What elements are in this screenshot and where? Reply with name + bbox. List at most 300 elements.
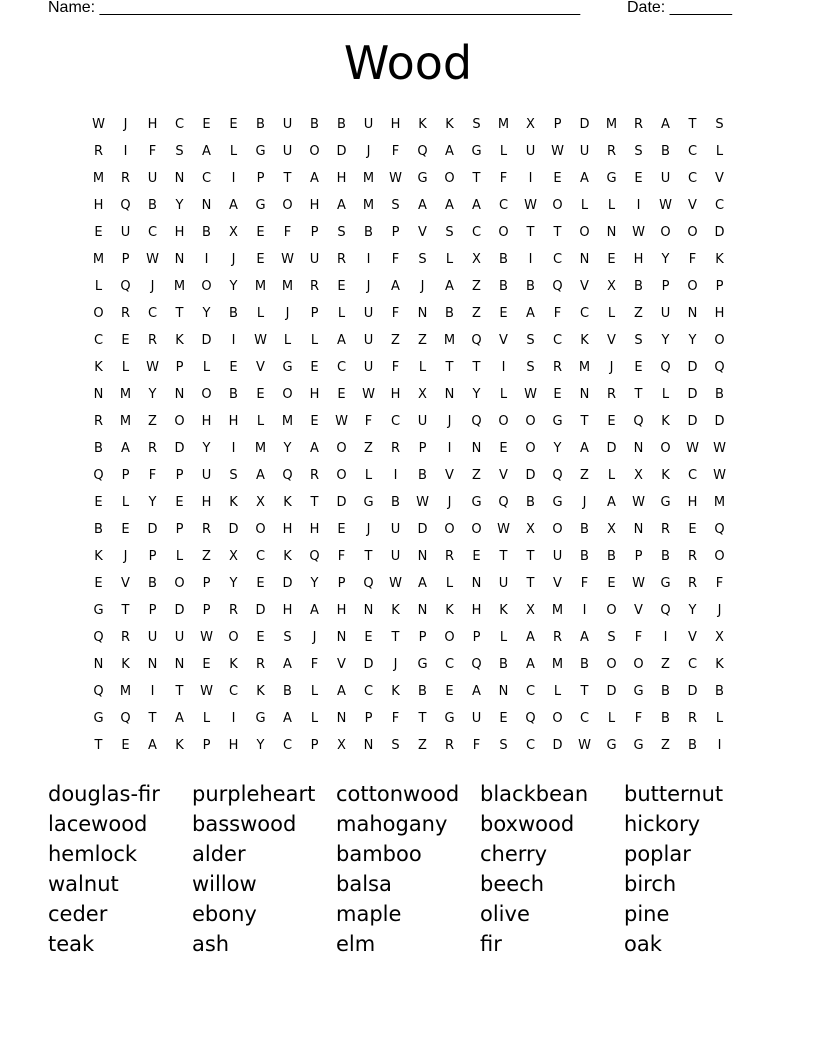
- grid-letter[interactable]: V: [418, 225, 427, 240]
- grid-letter[interactable]: U: [660, 171, 671, 186]
- grid-letter[interactable]: K: [94, 360, 103, 375]
- grid-letter[interactable]: O: [255, 522, 266, 537]
- grid-letter[interactable]: P: [256, 171, 265, 186]
- grid-letter[interactable]: A: [526, 657, 535, 672]
- grid-letter[interactable]: S: [175, 144, 184, 159]
- grid-letter[interactable]: I: [528, 252, 533, 267]
- grid-letter[interactable]: Y: [229, 279, 238, 294]
- grid-letter[interactable]: N: [417, 603, 428, 618]
- grid-letter[interactable]: J: [717, 603, 722, 618]
- grid-letter[interactable]: O: [660, 441, 671, 456]
- grid-letter[interactable]: Z: [472, 306, 481, 321]
- grid-letter[interactable]: G: [471, 495, 482, 510]
- grid-letter[interactable]: T: [580, 684, 589, 699]
- grid-letter[interactable]: J: [582, 495, 587, 510]
- grid-letter[interactable]: F: [634, 711, 643, 726]
- grid-letter[interactable]: A: [445, 198, 454, 213]
- grid-letter[interactable]: G: [633, 738, 644, 753]
- grid-letter[interactable]: F: [715, 576, 724, 591]
- grid-letter[interactable]: E: [229, 360, 238, 375]
- grid-letter[interactable]: E: [607, 252, 616, 267]
- grid-letter[interactable]: D: [552, 738, 563, 753]
- grid-letter[interactable]: B: [715, 684, 724, 699]
- grid-letter[interactable]: Y: [148, 387, 157, 402]
- grid-letter[interactable]: C: [687, 657, 698, 672]
- grid-letter[interactable]: C: [93, 333, 104, 348]
- grid-letter[interactable]: T: [283, 171, 292, 186]
- grid-letter[interactable]: A: [526, 630, 535, 645]
- grid-letter[interactable]: W: [551, 144, 564, 159]
- grid-letter[interactable]: M: [119, 414, 132, 429]
- grid-letter[interactable]: D: [147, 522, 158, 537]
- grid-letter[interactable]: E: [607, 576, 616, 591]
- grid-letter[interactable]: R: [309, 279, 320, 294]
- grid-letter[interactable]: K: [283, 549, 292, 564]
- grid-letter[interactable]: B: [229, 387, 238, 402]
- grid-letter[interactable]: D: [336, 495, 347, 510]
- grid-letter[interactable]: G: [660, 495, 671, 510]
- grid-letter[interactable]: R: [120, 630, 131, 645]
- grid-letter[interactable]: A: [337, 198, 346, 213]
- grid-letter[interactable]: M: [119, 387, 132, 402]
- grid-letter[interactable]: L: [607, 468, 616, 483]
- grid-letter[interactable]: G: [93, 603, 104, 618]
- grid-letter[interactable]: U: [390, 522, 401, 537]
- grid-letter[interactable]: V: [445, 468, 454, 483]
- grid-letter[interactable]: F: [283, 225, 292, 240]
- grid-letter[interactable]: M: [578, 360, 591, 375]
- grid-letter[interactable]: F: [499, 171, 508, 186]
- grid-letter[interactable]: M: [497, 117, 510, 132]
- grid-letter[interactable]: F: [472, 738, 481, 753]
- grid-letter[interactable]: H: [390, 117, 401, 132]
- grid-letter[interactable]: W: [524, 387, 537, 402]
- grid-letter[interactable]: N: [201, 198, 212, 213]
- grid-letter[interactable]: A: [526, 306, 535, 321]
- grid-letter[interactable]: C: [525, 684, 536, 699]
- grid-letter[interactable]: R: [147, 441, 158, 456]
- grid-letter[interactable]: E: [445, 684, 454, 699]
- grid-letter[interactable]: R: [147, 333, 158, 348]
- grid-letter[interactable]: X: [526, 522, 535, 537]
- grid-letter[interactable]: X: [337, 738, 346, 753]
- grid-letter[interactable]: O: [444, 630, 455, 645]
- grid-letter[interactable]: O: [714, 333, 725, 348]
- grid-letter[interactable]: L: [607, 711, 616, 726]
- grid-letter[interactable]: B: [580, 657, 589, 672]
- grid-letter[interactable]: Q: [363, 576, 374, 591]
- grid-letter[interactable]: L: [310, 333, 319, 348]
- grid-letter[interactable]: Y: [688, 333, 697, 348]
- grid-letter[interactable]: W: [92, 117, 105, 132]
- grid-letter[interactable]: B: [229, 306, 238, 321]
- grid-letter[interactable]: E: [688, 522, 697, 537]
- grid-letter[interactable]: H: [714, 306, 725, 321]
- grid-letter[interactable]: P: [310, 306, 319, 321]
- grid-letter[interactable]: N: [93, 387, 104, 402]
- grid-letter[interactable]: N: [93, 657, 104, 672]
- grid-letter[interactable]: B: [661, 549, 670, 564]
- grid-letter[interactable]: R: [687, 711, 698, 726]
- grid-letter[interactable]: W: [713, 441, 726, 456]
- grid-letter[interactable]: N: [336, 711, 347, 726]
- grid-letter[interactable]: W: [200, 630, 213, 645]
- grid-letter[interactable]: L: [607, 198, 616, 213]
- grid-letter[interactable]: L: [94, 279, 103, 294]
- grid-letter[interactable]: H: [201, 414, 212, 429]
- grid-letter[interactable]: E: [364, 630, 373, 645]
- grid-letter[interactable]: B: [499, 657, 508, 672]
- grid-letter[interactable]: B: [580, 522, 589, 537]
- grid-letter[interactable]: J: [393, 657, 398, 672]
- grid-letter[interactable]: O: [174, 576, 185, 591]
- grid-letter[interactable]: Z: [418, 738, 427, 753]
- grid-letter[interactable]: B: [445, 306, 454, 321]
- grid-letter[interactable]: P: [202, 738, 211, 753]
- grid-letter[interactable]: U: [147, 171, 158, 186]
- grid-letter[interactable]: B: [148, 576, 157, 591]
- grid-letter[interactable]: V: [499, 333, 508, 348]
- grid-letter[interactable]: Q: [552, 468, 563, 483]
- grid-letter[interactable]: D: [687, 387, 698, 402]
- grid-letter[interactable]: O: [93, 306, 104, 321]
- grid-letter[interactable]: X: [229, 549, 238, 564]
- grid-letter[interactable]: Z: [418, 333, 427, 348]
- grid-letter[interactable]: H: [228, 414, 239, 429]
- grid-letter[interactable]: X: [607, 279, 616, 294]
- grid-letter[interactable]: A: [607, 495, 616, 510]
- grid-letter[interactable]: N: [363, 738, 374, 753]
- grid-letter[interactable]: G: [255, 144, 266, 159]
- grid-letter[interactable]: O: [552, 198, 563, 213]
- grid-letter[interactable]: G: [552, 414, 563, 429]
- grid-letter[interactable]: M: [92, 252, 105, 267]
- grid-letter[interactable]: Y: [202, 306, 211, 321]
- grid-letter[interactable]: O: [498, 414, 509, 429]
- grid-letter[interactable]: H: [147, 117, 158, 132]
- grid-letter[interactable]: E: [607, 414, 616, 429]
- grid-letter[interactable]: Q: [120, 279, 131, 294]
- grid-letter[interactable]: Q: [120, 198, 131, 213]
- grid-letter[interactable]: I: [231, 711, 236, 726]
- grid-letter[interactable]: L: [202, 711, 211, 726]
- grid-letter[interactable]: W: [632, 225, 645, 240]
- grid-letter[interactable]: D: [201, 333, 212, 348]
- grid-letter[interactable]: N: [336, 630, 347, 645]
- grid-letter[interactable]: Q: [93, 630, 104, 645]
- grid-letter[interactable]: H: [309, 522, 320, 537]
- grid-letter[interactable]: O: [525, 414, 536, 429]
- grid-letter[interactable]: E: [256, 630, 265, 645]
- grid-letter[interactable]: T: [499, 549, 508, 564]
- grid-letter[interactable]: W: [497, 522, 510, 537]
- grid-letter[interactable]: H: [471, 603, 482, 618]
- grid-letter[interactable]: Q: [471, 333, 482, 348]
- grid-letter[interactable]: O: [687, 279, 698, 294]
- grid-letter[interactable]: D: [714, 414, 725, 429]
- grid-letter[interactable]: J: [366, 279, 371, 294]
- grid-letter[interactable]: A: [337, 684, 346, 699]
- date-field-label[interactable]: Date: _______: [627, 0, 732, 16]
- grid-letter[interactable]: X: [607, 522, 616, 537]
- grid-letter[interactable]: K: [391, 684, 400, 699]
- grid-letter[interactable]: T: [580, 414, 589, 429]
- grid-letter[interactable]: H: [687, 495, 698, 510]
- grid-letter[interactable]: U: [282, 144, 293, 159]
- grid-letter[interactable]: B: [526, 495, 535, 510]
- grid-letter[interactable]: K: [229, 495, 238, 510]
- grid-letter[interactable]: F: [391, 144, 400, 159]
- grid-letter[interactable]: Y: [148, 495, 157, 510]
- grid-letter[interactable]: D: [228, 522, 239, 537]
- grid-letter[interactable]: W: [632, 495, 645, 510]
- grid-letter[interactable]: G: [471, 144, 482, 159]
- grid-letter[interactable]: U: [471, 711, 482, 726]
- grid-letter[interactable]: K: [499, 603, 508, 618]
- grid-letter[interactable]: A: [283, 711, 292, 726]
- grid-letter[interactable]: S: [391, 738, 400, 753]
- grid-letter[interactable]: L: [499, 144, 508, 159]
- grid-letter[interactable]: V: [580, 279, 589, 294]
- grid-letter[interactable]: B: [526, 279, 535, 294]
- grid-letter[interactable]: E: [499, 711, 508, 726]
- grid-letter[interactable]: U: [363, 117, 374, 132]
- grid-letter[interactable]: E: [634, 171, 643, 186]
- grid-letter[interactable]: M: [281, 414, 294, 429]
- grid-letter[interactable]: O: [282, 198, 293, 213]
- grid-letter[interactable]: B: [634, 279, 643, 294]
- grid-letter[interactable]: T: [148, 711, 157, 726]
- grid-letter[interactable]: L: [715, 144, 724, 159]
- grid-letter[interactable]: B: [580, 549, 589, 564]
- grid-letter[interactable]: L: [310, 684, 319, 699]
- grid-letter[interactable]: N: [579, 252, 590, 267]
- grid-letter[interactable]: B: [418, 468, 427, 483]
- grid-letter[interactable]: Z: [472, 468, 481, 483]
- grid-letter[interactable]: J: [447, 414, 452, 429]
- grid-letter[interactable]: C: [147, 225, 158, 240]
- grid-letter[interactable]: T: [553, 225, 562, 240]
- grid-letter[interactable]: Z: [148, 414, 157, 429]
- grid-letter[interactable]: F: [580, 576, 589, 591]
- grid-letter[interactable]: Y: [688, 603, 697, 618]
- grid-letter[interactable]: W: [632, 576, 645, 591]
- grid-letter[interactable]: L: [364, 468, 373, 483]
- grid-letter[interactable]: R: [660, 522, 671, 537]
- grid-letter[interactable]: B: [337, 117, 346, 132]
- grid-letter[interactable]: O: [471, 522, 482, 537]
- grid-letter[interactable]: N: [471, 441, 482, 456]
- grid-letter[interactable]: I: [582, 603, 587, 618]
- grid-letter[interactable]: R: [633, 117, 644, 132]
- grid-letter[interactable]: B: [94, 441, 103, 456]
- grid-letter[interactable]: N: [471, 576, 482, 591]
- grid-letter[interactable]: M: [362, 198, 375, 213]
- grid-letter[interactable]: P: [121, 468, 130, 483]
- grid-letter[interactable]: G: [93, 711, 104, 726]
- grid-letter[interactable]: I: [501, 360, 506, 375]
- grid-letter[interactable]: J: [366, 144, 371, 159]
- grid-letter[interactable]: R: [444, 738, 455, 753]
- grid-letter[interactable]: W: [578, 738, 591, 753]
- grid-letter[interactable]: W: [200, 684, 213, 699]
- grid-letter[interactable]: T: [121, 603, 130, 618]
- grid-letter[interactable]: L: [418, 360, 427, 375]
- grid-letter[interactable]: O: [228, 630, 239, 645]
- grid-letter[interactable]: I: [717, 738, 722, 753]
- grid-letter[interactable]: W: [389, 576, 402, 591]
- grid-letter[interactable]: I: [663, 630, 668, 645]
- grid-letter[interactable]: U: [498, 576, 509, 591]
- grid-letter[interactable]: A: [310, 603, 319, 618]
- grid-letter[interactable]: G: [282, 360, 293, 375]
- grid-letter[interactable]: B: [148, 198, 157, 213]
- grid-letter[interactable]: F: [391, 306, 400, 321]
- grid-letter[interactable]: Q: [714, 522, 725, 537]
- grid-letter[interactable]: M: [551, 657, 564, 672]
- grid-letter[interactable]: X: [715, 630, 724, 645]
- grid-letter[interactable]: B: [607, 549, 616, 564]
- grid-letter[interactable]: D: [525, 468, 536, 483]
- grid-letter[interactable]: B: [418, 684, 427, 699]
- grid-letter[interactable]: Q: [93, 684, 104, 699]
- grid-letter[interactable]: W: [524, 198, 537, 213]
- grid-letter[interactable]: C: [147, 306, 158, 321]
- grid-letter[interactable]: P: [553, 117, 562, 132]
- grid-letter[interactable]: O: [552, 522, 563, 537]
- grid-letter[interactable]: W: [281, 252, 294, 267]
- grid-letter[interactable]: N: [417, 306, 428, 321]
- grid-letter[interactable]: N: [417, 549, 428, 564]
- grid-letter[interactable]: Q: [525, 711, 536, 726]
- grid-letter[interactable]: I: [150, 684, 155, 699]
- grid-letter[interactable]: Y: [283, 441, 292, 456]
- grid-letter[interactable]: U: [390, 549, 401, 564]
- grid-letter[interactable]: C: [282, 738, 293, 753]
- grid-letter[interactable]: P: [202, 576, 211, 591]
- grid-letter[interactable]: B: [499, 279, 508, 294]
- grid-letter[interactable]: P: [175, 522, 184, 537]
- grid-letter[interactable]: K: [418, 117, 427, 132]
- grid-letter[interactable]: T: [94, 738, 103, 753]
- grid-letter[interactable]: M: [551, 603, 564, 618]
- grid-letter[interactable]: O: [444, 522, 455, 537]
- grid-letter[interactable]: C: [525, 738, 536, 753]
- grid-letter[interactable]: P: [310, 225, 319, 240]
- grid-letter[interactable]: M: [713, 495, 726, 510]
- grid-letter[interactable]: I: [528, 171, 533, 186]
- grid-letter[interactable]: H: [336, 603, 347, 618]
- grid-letter[interactable]: V: [688, 198, 697, 213]
- grid-letter[interactable]: A: [580, 441, 589, 456]
- grid-letter[interactable]: I: [231, 171, 236, 186]
- grid-letter[interactable]: S: [526, 360, 535, 375]
- grid-letter[interactable]: A: [310, 441, 319, 456]
- grid-letter[interactable]: F: [391, 252, 400, 267]
- grid-letter[interactable]: O: [525, 441, 536, 456]
- grid-letter[interactable]: T: [472, 360, 481, 375]
- grid-letter[interactable]: T: [526, 549, 535, 564]
- grid-letter[interactable]: Z: [634, 306, 643, 321]
- grid-letter[interactable]: C: [471, 225, 482, 240]
- grid-letter[interactable]: C: [687, 468, 698, 483]
- grid-letter[interactable]: T: [175, 306, 184, 321]
- grid-letter[interactable]: Y: [472, 387, 481, 402]
- grid-letter[interactable]: A: [337, 333, 346, 348]
- grid-letter[interactable]: E: [256, 225, 265, 240]
- grid-letter[interactable]: L: [445, 576, 454, 591]
- grid-letter[interactable]: V: [121, 576, 130, 591]
- grid-letter[interactable]: B: [310, 117, 319, 132]
- grid-letter[interactable]: O: [201, 279, 212, 294]
- grid-letter[interactable]: O: [579, 225, 590, 240]
- grid-letter[interactable]: J: [231, 252, 236, 267]
- grid-letter[interactable]: M: [281, 279, 294, 294]
- grid-letter[interactable]: P: [364, 711, 373, 726]
- grid-letter[interactable]: L: [661, 387, 670, 402]
- grid-letter[interactable]: S: [715, 117, 724, 132]
- grid-letter[interactable]: W: [146, 252, 159, 267]
- grid-letter[interactable]: E: [94, 576, 103, 591]
- grid-letter[interactable]: Y: [553, 441, 562, 456]
- grid-letter[interactable]: K: [445, 603, 454, 618]
- grid-letter[interactable]: V: [634, 603, 643, 618]
- grid-letter[interactable]: P: [337, 576, 346, 591]
- grid-letter[interactable]: J: [123, 549, 128, 564]
- grid-letter[interactable]: W: [713, 468, 726, 483]
- grid-letter[interactable]: B: [364, 225, 373, 240]
- grid-letter[interactable]: N: [579, 387, 590, 402]
- grid-letter[interactable]: Y: [202, 441, 211, 456]
- grid-letter[interactable]: X: [526, 117, 535, 132]
- grid-letter[interactable]: F: [310, 657, 319, 672]
- grid-letter[interactable]: U: [147, 630, 158, 645]
- grid-letter[interactable]: I: [123, 144, 128, 159]
- grid-letter[interactable]: J: [123, 117, 128, 132]
- grid-letter[interactable]: K: [391, 603, 400, 618]
- grid-letter[interactable]: S: [391, 198, 400, 213]
- grid-letter[interactable]: J: [420, 279, 425, 294]
- grid-letter[interactable]: L: [445, 252, 454, 267]
- grid-letter[interactable]: L: [121, 495, 130, 510]
- grid-letter[interactable]: A: [418, 198, 427, 213]
- grid-letter[interactable]: H: [174, 225, 185, 240]
- grid-letter[interactable]: U: [363, 360, 374, 375]
- grid-letter[interactable]: Y: [661, 252, 670, 267]
- grid-letter[interactable]: A: [283, 657, 292, 672]
- grid-letter[interactable]: I: [366, 252, 371, 267]
- grid-letter[interactable]: J: [366, 522, 371, 537]
- grid-letter[interactable]: F: [391, 711, 400, 726]
- grid-letter[interactable]: D: [255, 603, 266, 618]
- grid-letter[interactable]: L: [310, 711, 319, 726]
- grid-letter[interactable]: P: [148, 603, 157, 618]
- grid-letter[interactable]: B: [202, 225, 211, 240]
- grid-letter[interactable]: V: [553, 576, 562, 591]
- grid-letter[interactable]: Q: [552, 279, 563, 294]
- grid-letter[interactable]: P: [661, 279, 670, 294]
- grid-letter[interactable]: Y: [175, 198, 184, 213]
- grid-letter[interactable]: G: [255, 198, 266, 213]
- grid-letter[interactable]: T: [472, 171, 481, 186]
- grid-letter[interactable]: D: [282, 576, 293, 591]
- grid-letter[interactable]: R: [336, 252, 347, 267]
- grid-letter[interactable]: O: [687, 225, 698, 240]
- grid-letter[interactable]: N: [606, 225, 617, 240]
- grid-letter[interactable]: Q: [633, 414, 644, 429]
- grid-letter[interactable]: R: [390, 441, 401, 456]
- grid-letter[interactable]: A: [472, 198, 481, 213]
